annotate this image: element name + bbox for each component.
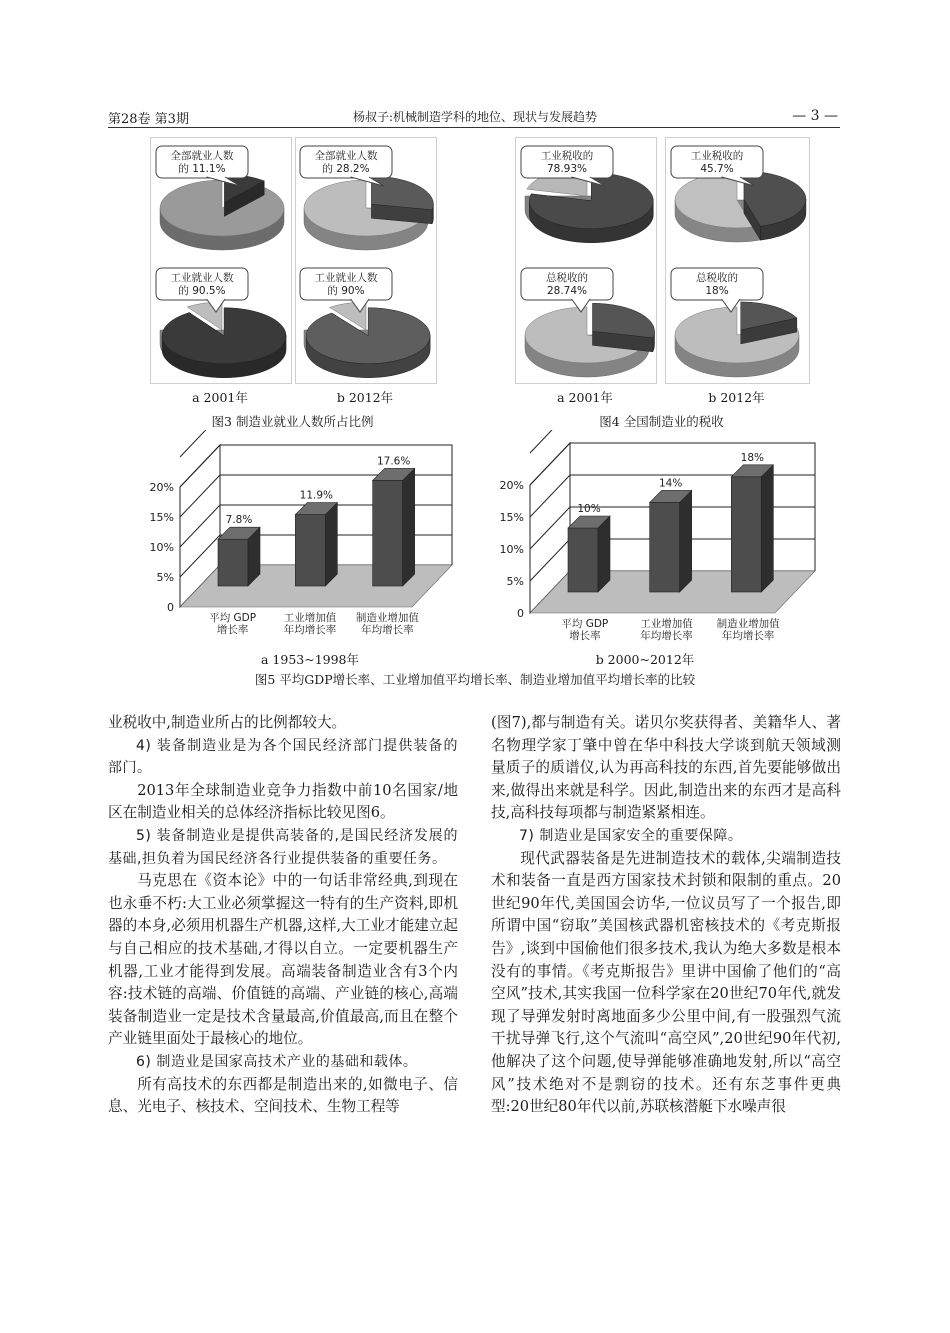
paragraph: 所有高技术的东西都是制造出来的,如微电子、信息、光电子、核技术、空间技术、生物工程等 (108, 1075, 458, 1116)
fig3-1-bottom-pie-value-slice (306, 308, 430, 364)
bar-side (761, 465, 773, 592)
fig4-1-bottom-callout-text: 总税收的 (696, 272, 738, 284)
fig3-0-top-pie (160, 174, 284, 250)
paragraph: (图7),都与制造有关。诺贝尔奖获得者、美籍华人、著名物理学家丁肇中曾在华中科技大学谈到航天领域测量质子的质谱仪,认为再高科技的东西,首先要能够做出来,做得出来就是科学。因此,制造出来的东西才是高科技,高科技每项都与制造紧紧相连。 (491, 714, 841, 822)
running-title: 杨叔子:机械制造学科的地位、现状与发展趋势 (352, 110, 598, 124)
fig3-1-top-callout-text: 全部就业人数 (314, 150, 378, 162)
journal-volume: 第28卷 第3期 (108, 112, 189, 127)
data-label: 11.9% (299, 489, 334, 502)
fig5-sub-b: b 2000~2012年 (595, 652, 695, 667)
data-label: 18% (740, 451, 765, 464)
bar-side (403, 468, 415, 586)
fig4-0-top-callout-text: 78.93% (546, 163, 588, 175)
paragraph: 业税收中,制造业所占的比例都较大。 (108, 714, 347, 731)
fig3-caption: 图3 制造业就业人数所占比例 (211, 414, 374, 429)
fig4-0-top-callout-text: 工业税收的 (540, 150, 594, 162)
bar (650, 502, 680, 592)
section-heading: 4) 装备制造业是为各个国民经济部门提供装备的部门。 (108, 737, 458, 777)
right-column (491, 712, 841, 1119)
bar (731, 477, 761, 592)
fig3-1-bottom-callout-text: 工业就业人数 (314, 272, 378, 284)
category-label: 制造业增加值 (716, 618, 780, 630)
fig4-0-bottom-pie (525, 303, 654, 377)
fig3-0-top-callout-text: 的 11.1% (178, 163, 226, 175)
y-tick-label: 10% (499, 543, 524, 556)
paragraph: 马克思在《资本论》中的一句话非常经典,到现在也永垂不朽:大工业必须掌握这一特有的生产资料,即机器的本身,必须用机器生产机器,这样,大工业才能建立起与自己相应的技术基础,才得以自立。一定要机器生产机器,工业才能得到发展。高端装备制造业含有3个内容:技术链的高端、价值链的高端、产业链的核心,高端装备制造业一定是技术含量最高,价值最高,而且在整个产业链里面处于最核心的地位。 (108, 872, 458, 1048)
bar (295, 515, 325, 586)
fig5-caption: 图5 平均GDP增长率、工业增加值平均增长率、制造业增加值平均增长率的比较 (254, 672, 696, 687)
left-column (108, 712, 458, 1119)
paragraph: 2013年全球制造业竞争力指数中前10名国家/地区在制造业相关的总体经济指标比较见图6。 (108, 781, 458, 822)
fig3-1-bottom-pie (304, 302, 430, 378)
data-label: 10% (577, 503, 601, 515)
data-label: 14% (658, 477, 683, 490)
fig3-1-bottom-callout-text: 的 90% (327, 285, 365, 297)
category-label: 工业增加值 (283, 612, 337, 624)
category-label: 工业增加值 (640, 618, 693, 630)
bar (218, 539, 248, 586)
y-tick-label: 10% (149, 541, 174, 554)
fig3-0-bottom-callout-text: 的 90.5% (178, 285, 226, 297)
category-label: 年均增长率 (361, 624, 414, 636)
fig4-1-bottom-pie (675, 302, 799, 377)
fig5-bar-charts (0, 430, 950, 650)
y-tick-label: 0 (167, 601, 174, 614)
fig4-1-top-callout-text: 工业税收的 (690, 150, 744, 162)
category-label: 年均增长率 (721, 630, 775, 642)
fig4-1-bottom-callout-text: 18% (705, 285, 729, 297)
pie-charts (0, 0, 950, 400)
fig3-sub-b: b 2012年 (336, 390, 394, 405)
bar-side (325, 503, 337, 586)
fig4-caption: 图4 全国制造业的税收 (599, 414, 724, 429)
fig4-sub-a: a 2001年 (557, 390, 613, 405)
y-tick-label: 15% (499, 511, 524, 524)
section-heading: 6) 制造业是国家高技术产业的基础和载体。 (136, 1053, 418, 1070)
fig3-0-top-callout-text: 全部就业人数 (170, 150, 234, 162)
bar-side (680, 490, 692, 592)
section-heading: 7) 制造业是国家安全的重要保障。 (519, 827, 743, 844)
fig4-sub-b: b 2012年 (708, 390, 765, 405)
fig4-0-bottom-callout-text: 28.74% (546, 285, 588, 297)
fig3-1-top-pie (304, 176, 433, 250)
data-label: 7.8% (225, 514, 253, 527)
fig4-0-bottom-callout-text: 总税收的 (546, 272, 588, 284)
category-label: 平均 GDP (561, 618, 609, 630)
bar-chart-0 (150, 430, 452, 636)
fig3-0-bottom-callout-text: 工业就业人数 (170, 272, 234, 284)
fig3-0-bottom-pie-value-slice (162, 308, 286, 364)
category-label: 平均 GDP (209, 612, 257, 624)
fig5-sub-a: a 1953~1998年 (260, 652, 360, 667)
y-tick-label: 20% (499, 479, 524, 492)
fig4-1-top-callout-text: 45.7% (700, 163, 734, 175)
category-label: 年均增长率 (283, 624, 337, 636)
data-label: 17.6% (376, 455, 411, 468)
y-tick-label: 0 (517, 607, 524, 620)
bar (568, 528, 598, 592)
paragraph: 现代武器装备是先进制造技术的载体,尖端制造技术和装备一直是西方国家技术封锁和限制的重点。20世纪90年代,美国国会访华,一位议员写了一个报告,即所谓中国“窃取”美国核武器机密核技术的《考克斯报告》,谈到中国偷他们很多技术,我认为绝大多数是根本没有的事情。《考克斯报告》里讲中国偷了他们的“高空风”技术,其实我国一位科学家在20世纪70年代,就发现了导弹发射时离地面多少公里中间,有一股强烈气流干扰导弹飞行,这个气流叫“高空风”,20世纪90年代初,他解决了这个问题,使导弹能够准确地发射,所以“高空风”技术绝对不是剽窃的技术。还有东芝事件更典型:20世纪80年代以前,苏联核潜艇下水噪声很 (491, 849, 841, 1116)
category-label: 增长率 (569, 630, 601, 642)
fig3-0-bottom-pie (160, 302, 286, 378)
bar-side (598, 516, 610, 592)
page-number: — 3 — (792, 108, 838, 124)
y-tick-label: 5% (506, 575, 524, 588)
y-tick-label: 20% (149, 481, 174, 494)
fig3-1-top-pie-value-slice (371, 176, 433, 210)
section-heading: 5) 装备制造业是提供高装备的,是国民经济发展的基础,担负着为国民经济各行业提供装备的重要任务。 (108, 827, 458, 867)
fig3-1-top-callout-text: 的 28.2% (322, 163, 370, 175)
bar (373, 480, 403, 586)
category-label: 年均增长率 (640, 630, 693, 642)
category-label: 制造业增加值 (355, 612, 419, 624)
bar-chart-1 (500, 430, 815, 642)
fig3-0-top-pie-rest-slice (160, 180, 284, 236)
fig3-sub-a: a 2001年 (192, 390, 248, 405)
y-tick-label: 5% (156, 571, 174, 584)
category-label: 增长率 (216, 624, 249, 636)
y-tick-label: 15% (149, 511, 174, 524)
